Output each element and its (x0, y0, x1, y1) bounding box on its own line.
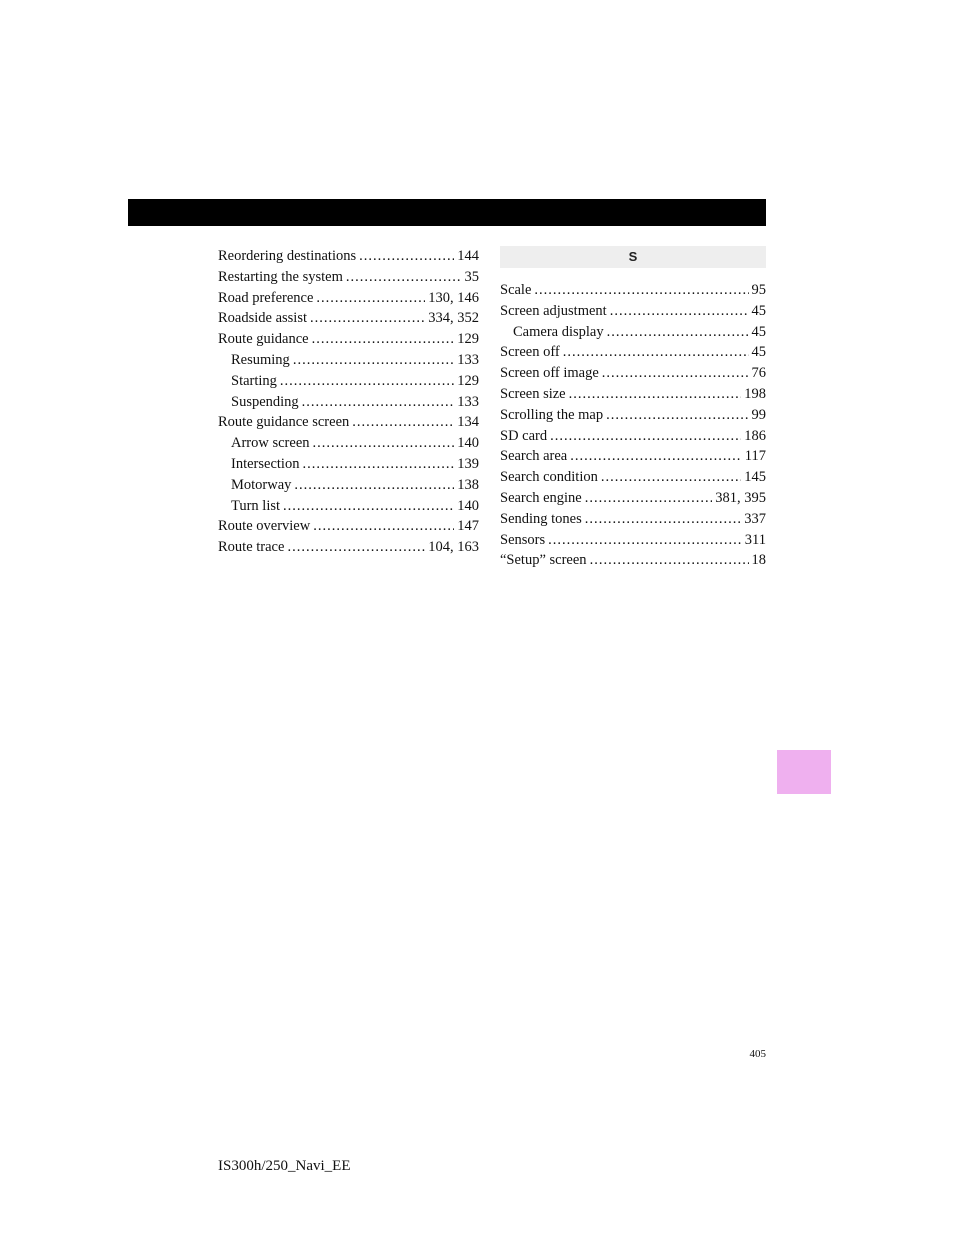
header-bar (128, 199, 766, 226)
dot-leader (590, 550, 749, 571)
index-term: Suspending (231, 393, 299, 410)
index-subentry (218, 350, 479, 371)
page-ref: 35 (464, 268, 479, 285)
page-ref: 147 (457, 518, 479, 535)
index-term: Sensors (500, 531, 546, 548)
index-term: Search engine (500, 489, 582, 506)
page-ref: 117 (744, 448, 766, 465)
index-column-right (500, 246, 766, 571)
index-term: Scale (500, 282, 532, 298)
index-term: Route guidance screen (218, 414, 350, 431)
index-term: “Setup” screen (500, 552, 587, 569)
index-entry (500, 550, 766, 571)
dot-leader (312, 329, 455, 350)
page-ref: 129 (457, 372, 479, 389)
dot-leader (280, 371, 454, 392)
index-term: Scrolling the map (500, 406, 604, 423)
index-subentry (218, 496, 479, 517)
index-term: Sending tones (500, 510, 582, 527)
dot-leader (302, 392, 455, 413)
index-term: Screen size (500, 385, 566, 402)
index-entry (218, 308, 479, 329)
page-ref: 145 (744, 469, 766, 486)
index-entry (500, 446, 766, 467)
index-entry (500, 363, 766, 384)
index-term: Search condition (500, 469, 598, 486)
index-entry (500, 280, 766, 301)
index-entry (218, 329, 479, 350)
index-term: Road preference (218, 289, 314, 306)
dot-leader (569, 384, 742, 405)
footer-document-code: IS300h/250_Navi_EE (218, 1158, 351, 1174)
index-entry (500, 342, 766, 363)
index-term: Restarting the system (218, 268, 343, 285)
index-subentry (218, 392, 479, 413)
dot-leader (610, 301, 749, 322)
index-entry (218, 267, 479, 288)
page-ref: 95 (751, 282, 766, 298)
dot-leader (313, 433, 455, 454)
dot-leader (585, 509, 741, 530)
page-ref: 381, 395 (715, 489, 766, 506)
dot-leader (606, 405, 748, 426)
page-ref: 144 (457, 248, 479, 264)
index-column-left (218, 246, 479, 558)
page-ref: 138 (457, 476, 479, 493)
index-term: Turn list (231, 497, 281, 514)
dot-leader (534, 280, 748, 301)
dot-leader (570, 446, 742, 467)
index-entry (500, 405, 766, 426)
page-ref: 140 (457, 497, 479, 514)
index-term: Route trace (218, 539, 285, 556)
index-term: Screen off (500, 344, 560, 361)
index-entry (218, 516, 479, 537)
index-subentry (218, 475, 479, 496)
index-term: Reordering destinations (218, 248, 357, 264)
index-subentry (218, 371, 479, 392)
index-term: SD card (500, 427, 548, 444)
index-subentry (218, 454, 479, 475)
index-term: Route guidance (218, 331, 309, 348)
dot-leader (313, 516, 454, 537)
page-ref: 337 (744, 510, 766, 527)
dot-leader (563, 342, 749, 363)
page-ref: 18 (751, 552, 766, 569)
dot-leader (359, 246, 454, 267)
index-entry (500, 467, 766, 488)
page-ref: 129 (457, 331, 479, 348)
page-ref: 133 (457, 351, 479, 368)
page-ref: 334, 352 (428, 310, 479, 327)
section-thumb-tab (777, 750, 831, 794)
dot-leader (302, 454, 454, 475)
index-subentry (500, 322, 766, 343)
page-ref: 139 (457, 455, 479, 472)
index-entry (500, 509, 766, 530)
dot-leader (352, 412, 454, 433)
page-ref: 133 (457, 393, 479, 410)
index-entry (218, 537, 479, 558)
page-ref: 186 (744, 427, 766, 444)
index-entry (500, 384, 766, 405)
dot-leader (346, 267, 462, 288)
index-entry (218, 288, 479, 309)
dot-leader (607, 322, 749, 343)
dot-leader (287, 537, 425, 558)
section-header-s: S (500, 246, 766, 268)
index-entry (218, 246, 479, 267)
index-term: Route overview (218, 518, 311, 535)
index-entry (500, 488, 766, 509)
index-term: Arrow screen (231, 435, 310, 452)
index-subentry (218, 433, 479, 454)
index-entry (500, 301, 766, 322)
index-term: Intersection (231, 455, 300, 472)
index-term: Starting (231, 372, 277, 389)
index-entry (218, 412, 479, 433)
dot-leader (283, 496, 454, 517)
dot-leader (601, 467, 741, 488)
dot-leader (548, 530, 742, 551)
dot-leader (550, 426, 741, 447)
page-ref: 99 (751, 406, 766, 423)
page-ref: 45 (751, 302, 766, 319)
index-entry (500, 426, 766, 447)
index-entry (500, 530, 766, 551)
dot-leader (293, 350, 454, 371)
page-ref: 104, 163 (428, 539, 479, 556)
page-ref: 134 (457, 414, 479, 431)
index-term: Screen adjustment (500, 302, 607, 319)
index-term: Camera display (513, 323, 604, 340)
page-ref: 45 (751, 344, 766, 361)
dot-leader (602, 363, 749, 384)
index-term: Motorway (231, 476, 292, 493)
dot-leader (310, 308, 425, 329)
page-ref: 45 (751, 323, 766, 340)
index-term: Roadside assist (218, 310, 308, 327)
page-number: 405 (749, 1048, 766, 1060)
page-ref: 140 (457, 435, 479, 452)
page-ref: 198 (744, 385, 766, 402)
dot-leader (294, 475, 454, 496)
page-ref: 76 (751, 365, 766, 382)
page-ref: 311 (744, 531, 766, 548)
index-term: Resuming (231, 351, 290, 368)
index-term: Screen off image (500, 365, 599, 382)
dot-leader (316, 288, 425, 309)
index-term: Search area (500, 448, 568, 465)
dot-leader (585, 488, 713, 509)
page-ref: 130, 146 (428, 289, 479, 306)
